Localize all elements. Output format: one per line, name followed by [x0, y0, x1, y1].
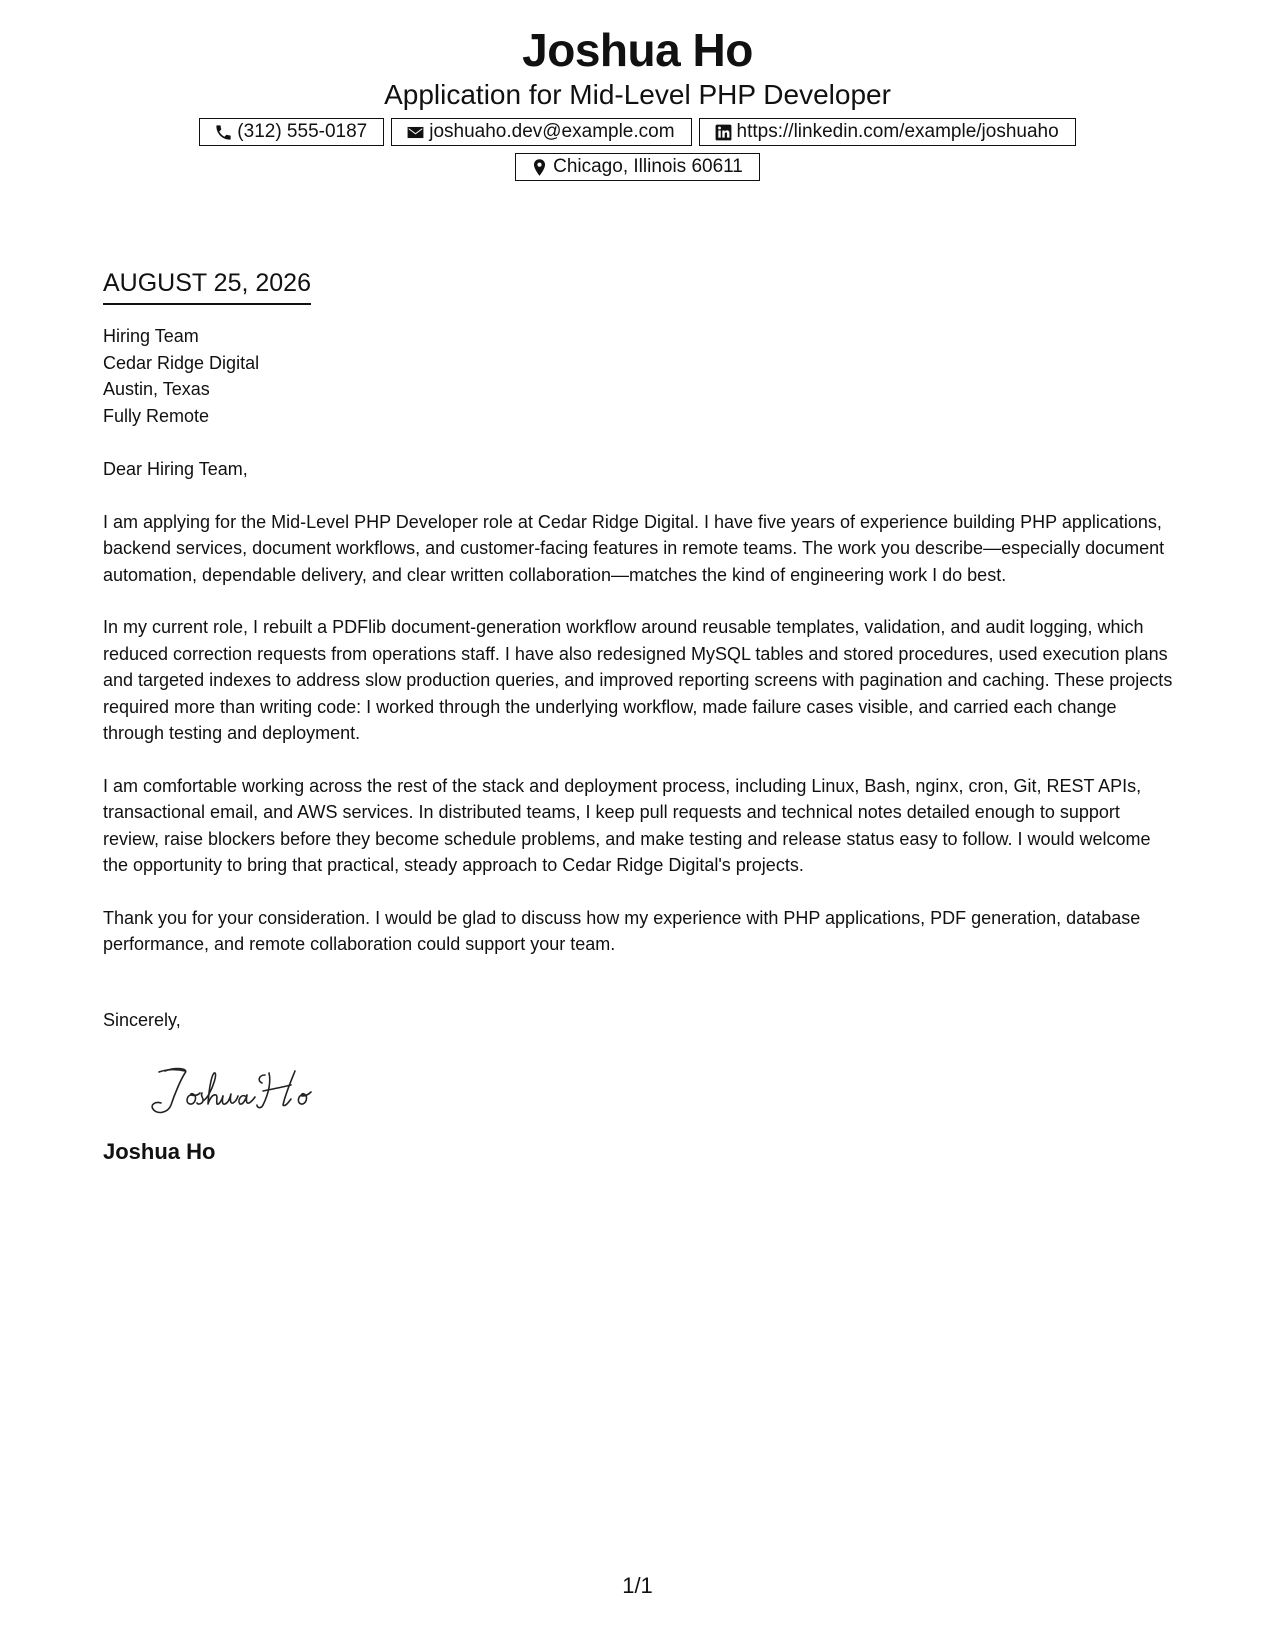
- location-contact: [515, 153, 760, 181]
- letter-header: [0, 22, 1275, 181]
- linkedin-icon: [714, 123, 733, 142]
- email-address: joshuaho.dev@example.com: [429, 121, 675, 142]
- map-pin-icon: [530, 158, 549, 177]
- paragraph-skills: I am comfortable working across the rest of the stack and deployment process, including Linux, Bash, nginx, cron, Git, REST APIs, transactional email, and AWS services. In distributed teams, I keep pull requests and technical notes detailed enough to support review, raise blockers before they become schedule problems, and make testing and release status easy to follow. I would welcome the opportunity to bring that practical, steady approach to Cedar Ridge Digital's projects.: [103, 775, 1151, 875]
- complimentary-close: Sincerely,: [103, 1009, 181, 1030]
- recipient-line: Austin, Texas: [103, 379, 210, 399]
- recipient-line: Hiring Team: [103, 326, 199, 346]
- letter-body: [103, 268, 1173, 1166]
- contact-row-secondary: [0, 153, 1275, 181]
- salutation: Dear Hiring Team,: [103, 459, 248, 479]
- recipient-line: Cedar Ridge Digital: [103, 352, 260, 373]
- linkedin-contact[interactable]: [699, 118, 1076, 146]
- recipient-line: Fully Remote: [103, 405, 210, 426]
- location-text: Chicago, Illinois 60611: [553, 156, 743, 177]
- signature-image: [145, 1063, 335, 1119]
- envelope-icon: [406, 123, 425, 142]
- phone-number: (312) 555-0187: [237, 121, 368, 142]
- contact-row-primary: [0, 118, 1275, 146]
- phone-icon: [214, 123, 233, 142]
- signer-name: Joshua Ho: [103, 1139, 216, 1164]
- linkedin-url: https://linkedin.com/example/joshuaho: [736, 121, 1059, 142]
- letter-date: AUGUST 25, 2026: [103, 268, 311, 305]
- handwritten-signature: [145, 1063, 1173, 1119]
- applicant-name: Joshua Ho: [522, 24, 753, 76]
- recipient-block: [103, 323, 1173, 429]
- application-title: Application for Mid-Level PHP Developer: [384, 79, 891, 110]
- phone-contact[interactable]: [199, 118, 384, 146]
- email-contact[interactable]: [391, 118, 691, 146]
- paragraph-experience: In my current role, I rebuilt a PDFlib document-generation workflow around reusable templates, validation, and audit logging, which reduced correction requests from operations staff. I have also redesigned MySQL tables and stored procedures, used execution plans and targeted indexes to address slow production queries, and improved reporting screens with pagination and caching. These projects required more than writing code: I worked through the underlying workflow, made failure cases visible, and carried each change through testing and deployment.: [103, 617, 1173, 743]
- page-number: 1/1: [622, 1573, 653, 1598]
- paragraph-intro: I am applying for the Mid-Level PHP Developer role at Cedar Ridge Digital. I have five years of experience building PHP applications, backend services, document workflows, and customer-facing features in remote teams. The work you describe—especially document automation, dependable delivery, and clear written collaboration—matches the kind of engineering work I do best.: [103, 511, 1165, 585]
- paragraph-closing: Thank you for your consideration. I would be glad to discuss how my experience with PHP applications, PDF generation, database performance, and remote collaboration could support your team.: [103, 907, 1141, 954]
